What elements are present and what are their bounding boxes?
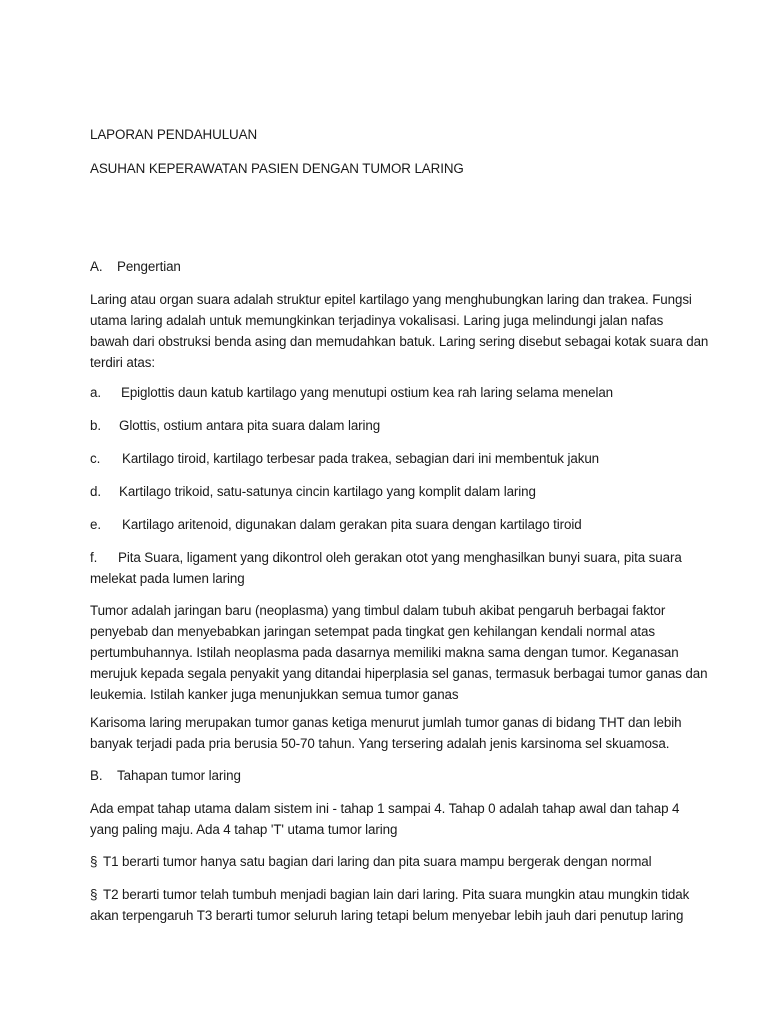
list-item-f	[90, 547, 690, 589]
list-item-text: Kartilago aritenoid, digunakan dalam gerakan pita suara dengan kartilago tiroid	[122, 517, 582, 532]
section-b-marker: B.	[90, 768, 103, 783]
list-marker: e.	[90, 517, 101, 532]
section-a-marker: A.	[90, 259, 103, 274]
list-item-text: Epiglottis daun katub kartilago yang menutupi ostium kea rah laring selama menelan	[121, 385, 614, 400]
subtitle-text: ASUHAN KEPERAWATAN PASIEN DENGAN TUMOR LARING	[90, 161, 464, 176]
list-item-e	[90, 514, 690, 535]
list-item-d	[90, 481, 690, 502]
list-marker: f.	[90, 550, 98, 565]
paragraph-line: merujuk kepada segala penyakit yang ditandai hiperplasia sel ganas, termasuk berbagai tumor ganas dan	[90, 666, 708, 681]
list-item-c	[90, 448, 690, 469]
section-sign-icon: §	[90, 854, 98, 869]
section-a-title: Pengertian	[117, 259, 181, 274]
list-marker: b.	[90, 418, 101, 433]
paragraph-line: utama laring adalah untuk memungkinkan terjadinya vokalisasi. Laring juga melindungi jalan nafas	[90, 313, 664, 328]
paragraph-line: bawah dari obstruksi benda asing dan memudahkan batuk. Laring sering disebut sebagai kotak suara dan	[90, 334, 709, 349]
list-marker: d.	[90, 484, 101, 499]
list-item-text: Kartilago trikoid, satu-satunya cincin kartilago yang komplit dalam laring	[119, 484, 536, 499]
list-item-a	[90, 382, 690, 403]
document-subtitle	[90, 158, 690, 179]
list-item-text: Glottis, ostium antara pita suara dalam laring	[119, 418, 381, 433]
bullet-t2	[90, 884, 690, 926]
document-title	[90, 124, 690, 145]
paragraph-line: Tumor adalah jaringan baru (neoplasma) yang timbul dalam tubuh akibat pengaruh berbagai faktor	[90, 603, 666, 618]
paragraph-laring	[90, 289, 709, 373]
list-item-text: Kartilago tiroid, kartilago terbesar pada trakea, sebagian dari ini membentuk jakun	[122, 451, 600, 466]
list-item-text: Pita Suara, ligament yang dikontrol oleh gerakan otot yang menghasilkan bunyi suara, pita suara	[118, 550, 682, 565]
section-sign-icon: §	[90, 887, 98, 902]
list-item-continuation: melekat pada lumen laring	[90, 571, 245, 586]
section-a-heading	[90, 256, 690, 277]
list-marker: c.	[90, 451, 101, 466]
paragraph-tahapan	[90, 798, 690, 840]
bullet-continuation: akan terpengaruh T3 berarti tumor seluruh laring tetapi belum menyebar lebih jauh dari penutup laring	[90, 908, 684, 923]
paragraph-line: terdiri atas:	[90, 355, 155, 370]
paragraph-line: leukemia. Istilah kanker juga menunjukkan semua tumor ganas	[90, 687, 459, 702]
paragraph-line: Ada empat tahap utama dalam sistem ini - tahap 1 sampai 4. Tahap 0 adalah tahap awal dan tahap 4	[90, 801, 680, 816]
list-marker: a.	[90, 385, 101, 400]
paragraph-line: yang paling maju. Ada 4 tahap 'T' utama tumor laring	[90, 822, 398, 837]
paragraph-tumor	[90, 600, 708, 705]
title-text: LAPORAN PENDAHULUAN	[90, 127, 258, 142]
list-item-b	[90, 415, 690, 436]
paragraph-line: pertumbuhannya. Istilah neoplasma pada dasarnya memiliki makna sama dengan tumor. Keganasan	[90, 645, 679, 660]
section-b-title: Tahapan tumor laring	[117, 768, 241, 783]
bullet-text: T2 berarti tumor telah tumbuh menjadi bagian lain dari laring. Pita suara mungkin atau mungkin tidak	[103, 887, 690, 902]
section-b-heading	[90, 765, 690, 786]
paragraph-line: banyak terjadi pada pria berusia 50-70 tahun. Yang tersering adalah jenis karsinoma sel skuamosa.	[90, 736, 670, 751]
paragraph-line: penyebab dan menyebabkan jaringan setempat pada tingkat gen kehilangan kendali normal atas	[90, 624, 655, 639]
paragraph-karsinoma	[90, 712, 690, 754]
paragraph-line: Karisoma laring merupakan tumor ganas ketiga menurut jumlah tumor ganas di bidang THT dan lebih	[90, 715, 682, 730]
paragraph-line: Laring atau organ suara adalah struktur epitel kartilago yang menghubungkan laring dan trakea. Fungsi	[90, 292, 692, 307]
bullet-t1	[90, 851, 690, 872]
bullet-text: T1 berarti tumor hanya satu bagian dari laring dan pita suara mampu bergerak dengan normal	[103, 854, 652, 869]
